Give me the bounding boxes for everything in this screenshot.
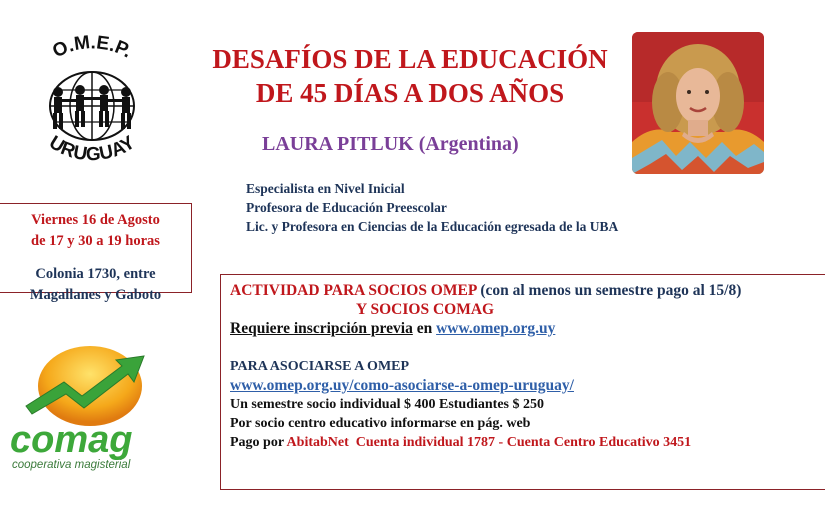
svg-text:cooperativa magisterial: cooperativa magisterial [12,459,131,471]
speaker-credentials [246,179,618,236]
svg-text:URUGUAY: URUGUAY [45,132,139,166]
comag-sun-arrow-icon [6,342,178,474]
activity-line-2: Y SOCIOS COMAG [356,301,495,318]
payment-line [230,433,825,452]
pay-accounts: Cuenta individual 1787 - Cuenta Centro Educativo 3451 [355,435,692,450]
title-line-2: DE 45 DÍAS A DOS AÑOS [255,78,565,108]
svg-text:comag: comag [10,419,133,461]
event-address-line-1: Colonia 1730, entre [35,266,156,282]
activity-note: (con al menos un semestre pago al 15/8) [480,282,742,299]
join-link[interactable]: www.omep.org.uy/como-asociarse-a-omep-uruguay/ [230,377,574,394]
event-title [150,42,670,110]
pay-method: AbitabNet [286,435,349,450]
credential-item: Lic. y Profesora en Ciencias de la Educación egresada de la UBA [246,219,619,234]
speaker-photo [632,32,764,174]
title-line-1: DESAFÍOS DE LA EDUCACIÓN [212,44,608,74]
membership-info-box [220,274,825,490]
credential-item: Especialista en Nivel Inicial [246,181,405,196]
fees-line: Un semestre socio individual $ 400 Estudiantes $ 250 [230,397,544,412]
comag-logo [6,342,178,474]
join-heading: PARA ASOCIARSE A OMEP [230,359,410,374]
requires-text: Requiere inscripción previa [230,320,413,337]
event-date: Viernes 16 de Agosto [31,212,160,228]
omep-logo [22,34,162,174]
credential-item: Profesora de Educación Preescolar [246,200,447,215]
event-time: de 17 y 30 a 19 horas [31,233,160,249]
svg-text:O.M.E.P.: O.M.E.P. [49,34,136,63]
event-details-box [0,203,192,303]
center-note: Por socio centro educativo informarse en pág. web [230,416,531,431]
event-address-line-2: Magallanes y Gaboto [29,287,162,303]
pay-prefix: Pago por [230,435,284,450]
activity-line [230,281,825,300]
requires-line [230,319,825,338]
globe-children-icon [22,34,162,174]
requires-joiner: en [416,320,433,337]
activity-heading: ACTIVIDAD PARA SOCIOS OMEP [230,282,477,299]
speaker-name: LAURA PITLUK (Argentina) [262,133,519,155]
site-link[interactable]: www.omep.org.uy [436,320,556,337]
